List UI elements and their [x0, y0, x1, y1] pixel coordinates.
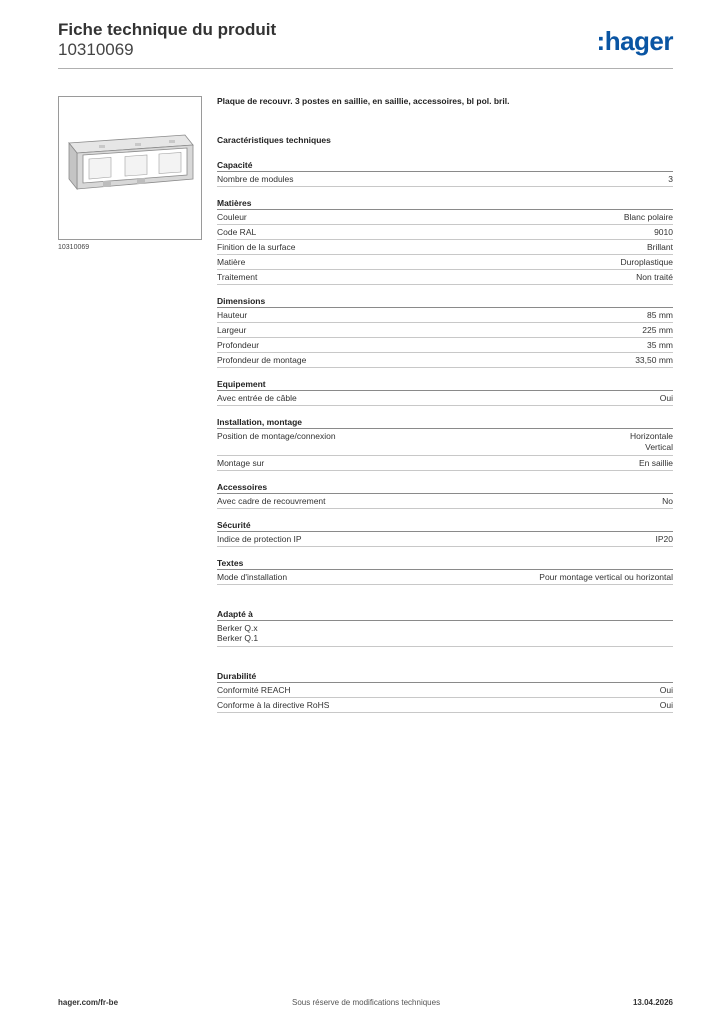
group-title: Dimensions — [217, 295, 673, 308]
product-description: Plaque de recouvr. 3 postes en saillie, en saillie, accessoires, bl pol. bril. — [217, 96, 510, 106]
footer-website-link[interactable]: hager.com/fr-be — [58, 998, 119, 1007]
spec-value: Oui — [659, 685, 673, 695]
compatible-item: Berker Q.1 — [217, 633, 259, 643]
spec-label: Mode d'installation — [217, 572, 288, 582]
spec-label: Matière — [217, 257, 246, 267]
spec-label: Conforme à la directive RoHS — [217, 700, 330, 710]
spec-value-line: Vertical — [645, 442, 673, 452]
footer-disclaimer: Sous réserve de modifications techniques — [292, 998, 441, 1007]
spec-label: Profondeur — [217, 340, 260, 350]
hager-logo: :hager — [596, 26, 673, 56]
spec-value: Duroplastique — [620, 257, 673, 267]
spec-value: Oui — [659, 700, 673, 710]
spec-label: Traitement — [217, 272, 258, 282]
spec-row — [217, 683, 673, 698]
spec-value: 3 — [668, 174, 673, 184]
spec-row — [217, 270, 673, 285]
spec-label: Hauteur — [217, 310, 248, 320]
spec-row — [217, 338, 673, 353]
spec-row — [217, 308, 673, 323]
group-installation — [217, 416, 673, 471]
image-caption: 10310069 — [58, 244, 90, 251]
spec-row — [217, 240, 673, 255]
spec-row — [217, 570, 673, 585]
group-title: Matières — [217, 197, 673, 210]
spec-value: 9010 — [654, 227, 673, 237]
group-textes — [217, 557, 673, 585]
group-equipement — [217, 378, 673, 406]
spec-value: En saillie — [638, 458, 673, 468]
group-capacite — [217, 159, 673, 187]
group-title: Textes — [217, 557, 673, 570]
group-title: Durabilité — [217, 670, 673, 683]
spec-label: Indice de protection IP — [217, 534, 302, 544]
spec-value: IP20 — [655, 534, 673, 544]
spec-label: Nombre de modules — [217, 174, 294, 184]
group-adapte — [217, 608, 673, 647]
spec-label: Code RAL — [217, 227, 257, 237]
spec-row — [217, 353, 673, 368]
spec-row — [217, 323, 673, 338]
group-title: Sécurité — [217, 519, 673, 532]
spec-label: Montage sur — [217, 458, 265, 468]
footer-date: 13.04.2026 — [632, 998, 673, 1007]
group-accessoires — [217, 481, 673, 509]
spec-row — [217, 225, 673, 240]
spec-row — [217, 494, 673, 509]
page-header — [58, 20, 673, 68]
page-title: Fiche technique du produit — [58, 20, 277, 39]
spec-label: Avec entrée de câble — [217, 393, 297, 403]
compatible-item: Berker Q.x — [217, 623, 258, 633]
group-title: Equipement — [217, 378, 673, 391]
spec-value: Blanc polaire — [623, 212, 673, 222]
spec-label: Position de montage/connexion — [217, 431, 336, 441]
spec-label: Largeur — [217, 325, 247, 335]
product-image — [58, 96, 202, 240]
spec-row — [217, 532, 673, 547]
spec-value: 85 mm — [647, 310, 673, 320]
spec-value: No — [662, 496, 673, 506]
group-title: Adapté à — [217, 608, 673, 621]
spec-row — [217, 210, 673, 225]
header-divider — [58, 68, 673, 69]
spec-content — [217, 96, 673, 713]
spec-label: Avec cadre de recouvrement — [217, 496, 326, 506]
spec-label: Couleur — [217, 212, 247, 222]
specs-heading: Caractéristiques techniques — [217, 135, 331, 145]
spec-row — [217, 255, 673, 270]
group-title: Accessoires — [217, 481, 673, 494]
group-durabilite — [217, 670, 673, 713]
spec-value: 33,50 mm — [635, 355, 673, 365]
compatible-list — [217, 621, 673, 647]
spec-value: 225 mm — [642, 325, 673, 335]
spec-value: Brillant — [647, 242, 673, 252]
group-securite — [217, 519, 673, 547]
spec-row — [217, 429, 673, 456]
group-dimensions — [217, 295, 673, 368]
group-title: Installation, montage — [217, 416, 673, 429]
spec-label: Profondeur de montage — [217, 355, 307, 365]
spec-value: Oui — [659, 393, 673, 403]
spec-row — [217, 391, 673, 406]
spec-value: Non traité — [636, 272, 673, 282]
spec-label: Conformité REACH — [217, 685, 291, 695]
spec-value-line: Horizontale — [630, 431, 673, 441]
spec-value: 35 mm — [647, 340, 673, 350]
spec-row — [217, 698, 673, 713]
spec-label: Finition de la surface — [217, 242, 296, 252]
spec-row — [217, 456, 673, 471]
spec-value: Pour montage vertical ou horizontal — [539, 572, 673, 582]
group-matieres — [217, 197, 673, 285]
spec-row — [217, 172, 673, 187]
group-title: Capacité — [217, 159, 673, 172]
spec-value — [630, 431, 673, 453]
product-reference: 10310069 — [58, 40, 134, 59]
cover-plate-illustration — [59, 97, 201, 239]
